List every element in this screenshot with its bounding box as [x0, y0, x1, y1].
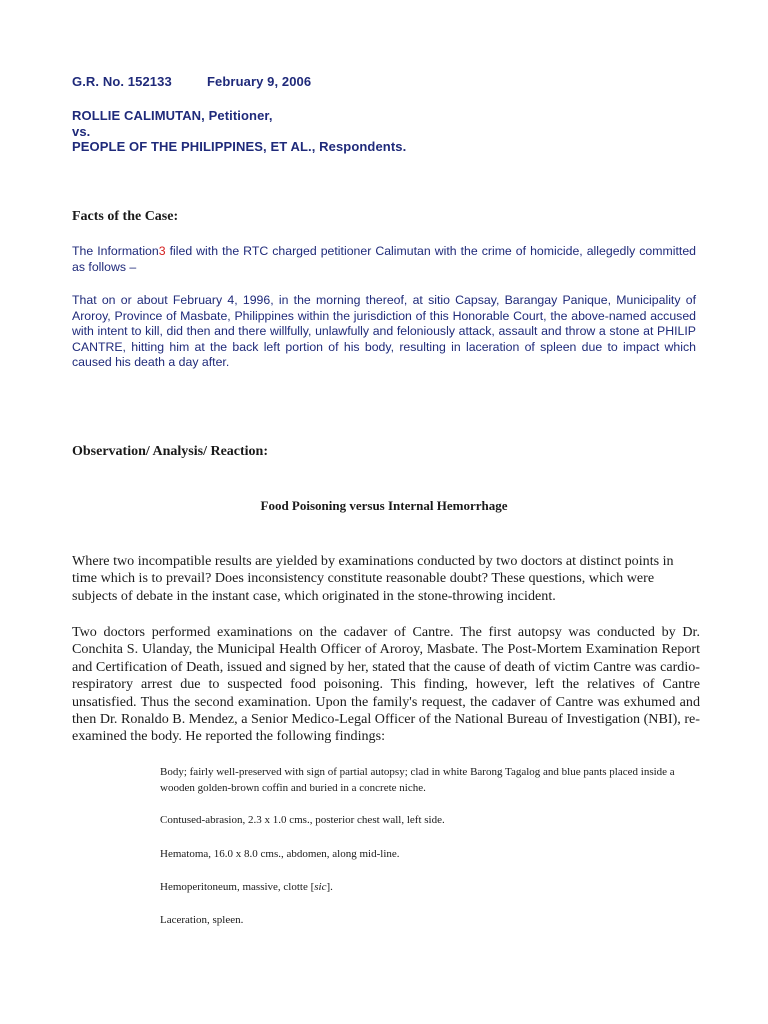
analysis-paragraph-1: Where two incompatible results are yielded by examinations conducted by two doctors at distinct points in time which is to prevail? Does inconsistency constitute reasonable doubt? These questions, which were subjects of debate in the instant case, which originated in the stone-throwing incident.: [72, 553, 674, 604]
information-paragraph: [72, 244, 696, 275]
analysis-paragraph-2: Two doctors performed examinations on the cadaver of Cantre. The first autopsy was conducted by Dr. Conchita S. Ulanday, the Municipal Health Officer of Aroroy, Masbate. The Post-Mortem Examination Report and Certification of Death, issued and signed by her, stated that the cause of death of victim Cantre was cardio-respiratory arrest due to suspected food poisoning. This finding, however, left the relatives of Cantre unsatisfied. Thus the second examination. Upon the family's request, the cadaver of Cantre was exhumed and then Dr. Ronaldo B. Mendez, a Senior Medico-Legal Officer of the National Bureau of Investigation (NBI), re-examined the body. He reported the following findings:: [72, 624, 700, 745]
sic-notation: sic: [314, 881, 327, 893]
finding-item: [160, 879, 700, 895]
decision-date: February 9, 2006: [207, 74, 312, 89]
accusation-paragraph: That on or about February 4, 1996, in the morning thereof, at sitio Capsay, Barangay Panique, Municipality of Aroroy, Province of Masbate, Philippines within the jurisdiction of this Honorable Court, the above-named accused with intent to kill, did then and there willfully, unlawfully and feloniously attack, assault and throw a stone at PHILIP CANTRE, hitting him at the back left portion of his body, resulting in laceration of spleen due to impact which caused his death a day after.: [72, 293, 696, 370]
finding-item: Contused-abrasion, 2.3 x 1.0 cms., posterior chest wall, left side.: [160, 814, 445, 826]
finding-item: Laceration, spleen.: [160, 914, 244, 926]
section-title: Food Poisoning versus Internal Hemorrhage: [260, 498, 508, 513]
information-text-start: The Information: [72, 244, 159, 258]
case-number: G.R. No. 152133: [72, 74, 172, 89]
finding-item: Body; fairly well-preserved with sign of partial autopsy; clad in white Barong Tagalog and blue pants placed inside a wooden golden-brown coffin and buried in a concrete niche.: [160, 766, 675, 794]
finding-text: Hemoperitoneum, massive, clotte [: [160, 881, 315, 893]
finding-text: ].: [326, 881, 333, 893]
analysis-heading: Observation/ Analysis/ Reaction:: [72, 444, 269, 459]
finding-item: Hematoma, 16.0 x 8.0 cms., abdomen, along mid-line.: [160, 848, 400, 860]
facts-heading: Facts of the Case:: [72, 209, 179, 224]
versus-line: vs.: [72, 124, 91, 139]
footnote-marker[interactable]: 3: [158, 244, 166, 258]
petitioner-line: ROLLIE CALIMUTAN, Petitioner,: [72, 108, 273, 123]
respondents-line: PEOPLE OF THE PHILIPPINES, ET AL., Respondents.: [72, 139, 407, 154]
information-text-end: filed with the RTC charged petitioner Calimutan with the crime of homicide, allegedly committed as follows –: [72, 244, 696, 274]
